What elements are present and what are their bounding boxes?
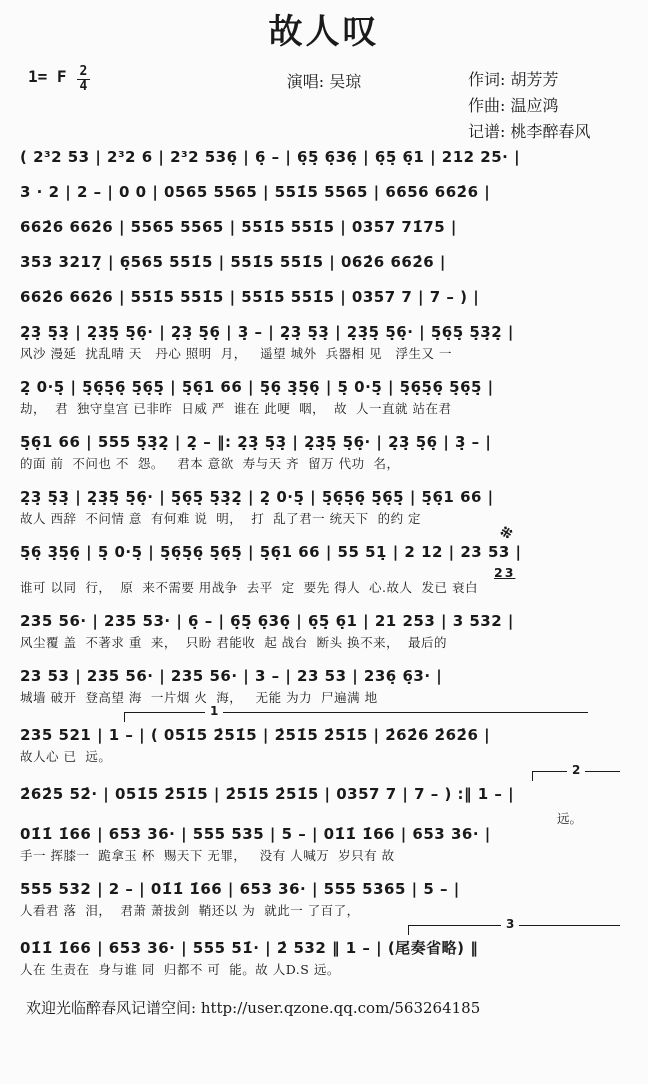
lyrics-line-7: 劫， 君 独守皇宫 已非昨 日威 严 谁在 此哽 咽， 故 人一直就 站在君 xyxy=(20,400,452,416)
system-line-11 xyxy=(20,609,628,652)
volta-number-2: 2 xyxy=(567,764,585,776)
lyrics-line-12: 城墙 破开 登高望 海 一片烟 火 海， 无能 为力 尸遍满 地 xyxy=(20,689,378,705)
lyrics-line-11: 风尘覆 盖 不著求 重 来， 只盼 君能收 起 战台 断头 换不来， 最后的 xyxy=(20,634,448,650)
notation-line-8: 5̣6̣1 66 | 555 5̣3̣2̣ | 2̣ – ‖: 2̣3̣ 5̣3̣ | 2̣3̣5̣ 5̣6̣· | 2̣3̣ 5̣6̣ | 3̣ – | xyxy=(20,432,492,451)
system-line-14 xyxy=(20,762,628,826)
system-line-7 xyxy=(20,375,628,418)
time-signature-numerator: 2 xyxy=(77,65,91,81)
system-line-10 xyxy=(20,524,628,597)
volta-bracket-2 xyxy=(532,762,620,781)
ossia-notes: 23 xyxy=(494,564,516,580)
lyrics-line-13: 故人心 已 远。 xyxy=(20,748,112,764)
notation-line-12: 23 53 | 235 56· | 235 56· | 3 – | 23 53 | 236̣ 6̣3· | xyxy=(20,666,443,685)
system-line-9 xyxy=(20,485,628,528)
lyrics-line-8: 的面 前 不问也 不 怨。 君本 意欲 寿与天 齐 留万 代功 名， xyxy=(20,455,400,471)
system-line-17 xyxy=(20,916,628,979)
volta-bracket-3 xyxy=(408,916,620,935)
notation-line-7: 2̣ 0·5̣ | 5̣6̣5̣6̣ 5̣6̣5̣ | 5̣6̣1 66 | 5̣6̣ 3̣5̣6̣ | 5̣ 0·5̣ | 5̣6̣5̣6̣ 5̣6̣5̣ | xyxy=(20,377,494,396)
notation-line-16: 555 532 | 2 – | 01̇1̇ 1̇66 | 653 36· | 555 5365 | 5 – | xyxy=(20,879,460,898)
system-line-1 xyxy=(20,145,628,169)
notation-line-14: 2̇62̇5 52̇· | 051̇5 2̇51̇5 | 2̇51̇5 2̇51̇5 | 0357 7 | 7 – ) :‖ 1 – | xyxy=(20,784,515,803)
volta-number-1: 1 xyxy=(205,705,223,717)
lyrics-line-10: 谁可 以同 行， 原 来不需要 用战争 去平 定 要先 得人 心.故人 发已 衰白 xyxy=(20,579,478,595)
notation-line-13: 235 521 | 1 – | ( 051̇5 2̇51̇5 | 2̇51̇5 2̇51̇5 | 2̇62̇6 2̇62̇6 | xyxy=(20,725,491,744)
lyrics-line-14: 远。 xyxy=(556,810,582,826)
key-signature: 1= F xyxy=(28,66,67,86)
notation-line-2: 3 · 2 | 2 – | 0 0 | 0565 5565 | 551̇5 5565 | 6656 662̇6 | xyxy=(20,182,491,201)
system-line-16 xyxy=(20,877,628,920)
credit-lyricist: 作词: 胡芳芳 xyxy=(468,69,559,89)
notation-line-9: 2̣3̣ 5̣3̣ | 2̣3̣5̣ 5̣6̣· | 5̣6̣5̣ 5̣3̣2̣ | 2̣ 0·5̣ | 5̣6̣5̣6̣ 5̣6̣5̣ | 5̣6̣1 66 | xyxy=(20,487,494,506)
lyrics-line-17: 人在 生责在 身与谁 同 归都不 可 能。故 人D.S 远。 xyxy=(20,961,340,977)
credits-block xyxy=(468,67,590,145)
lyrics-line-16: 人看君 落 泪， 君萧 萧拔剑 鞘还以 为 就此一 了百了， xyxy=(20,902,360,918)
notation-line-15: 01̇1̇ 1̇66 | 653 36· | 555 535 | 5 – | 01̇1̇ 1̇66 | 653 36· | xyxy=(20,824,491,843)
system-line-2 xyxy=(20,180,628,204)
volta-number-3: 3 xyxy=(501,918,519,930)
lyrics-line-6: 风沙 漫延 扰乱晴 天 丹心 照明 月， 遥望 城外 兵器相 见 浮生又 一 xyxy=(20,345,452,361)
system-line-4 xyxy=(20,250,628,274)
notation-line-1: ( 2³2 53 | 2³2 6 | 2³2 536̣ | 6̣ – | 6̣5̣ 6̣36̣ | 6̣5̣ 6̣1 | 212 25· | xyxy=(20,147,521,166)
page-title: 故人叹 xyxy=(268,12,380,52)
lyrics-line-9: 故人 西辞 不问情 意 有何难 说 明， 打 乱了君一 统天下 的约 定 xyxy=(20,510,422,526)
system-line-15 xyxy=(20,822,628,865)
notation-line-5: 662̇6 662̇6 | 551̇5 551̇5 | 551̇5 551̇5 | 0357 7 | 7 – ) | xyxy=(20,287,480,306)
time-signature-denominator: 4 xyxy=(79,79,88,95)
footer-text: 欢迎光临醉春风记谱空间: http://user.qzone.qq.com/563264185 xyxy=(26,998,481,1017)
system-line-5 xyxy=(20,285,628,309)
notation-line-17: 01̇1̇ 1̇66 | 653 36· | 555 51̇· | 2̇ 532 ‖ 1 – | (尾奏省略) ‖ xyxy=(20,938,479,957)
system-line-13 xyxy=(20,703,628,766)
system-line-6 xyxy=(20,320,628,363)
system-line-3 xyxy=(20,215,628,239)
notation-line-11: 235 56· | 235 53· | 6̣ – | 6̣5̣ 6̣36̣ | 6̣5̣ 6̣1 | 21 253 | 3 532 | xyxy=(20,611,514,630)
credit-composer: 作曲: 温应鸿 xyxy=(468,95,559,115)
notation-line-4: 353 3217̣ | 6̣565 551̇5 | 551̇5 551̇5 | 062̇6 662̇6 | xyxy=(20,252,446,271)
header-meta xyxy=(0,53,648,145)
lyrics-line-15: 手一 挥膝一 跪拿玉 杯 赐天下 无罪， 没有 人喊万 岁只有 故 xyxy=(20,847,395,863)
notation-line-10: 5̣6̣ 3̣5̣6̣ | 5̣ 0·5̣ | 5̣6̣5̣6̣ 5̣6̣5̣ | 5̣6̣1 66 | 55 51̣ | 2 12 | 23 53 | xyxy=(20,542,522,561)
volta-bracket-1 xyxy=(124,703,588,722)
performer-credit: 演唱: 吴琼 xyxy=(286,71,362,91)
score-body xyxy=(0,145,648,979)
segno-icon: ※ xyxy=(498,524,516,544)
notation-line-3: 662̇6 662̇6 | 5565 5565 | 551̇5 551̇5 | 0357 71̇75 | xyxy=(20,217,457,236)
credit-transcriber: 记谱: 桃李醉春风 xyxy=(468,121,591,141)
system-line-8 xyxy=(20,430,628,473)
system-line-12 xyxy=(20,664,628,707)
notation-line-6: 2̣3̣ 5̣3̣ | 2̣3̣5̣ 5̣6̣· | 2̣3̣ 5̣6̣ | 3̣ – | 2̣3̣ 5̣3̣ | 2̣3̣5̣ 5̣6̣· | 5̣6̣5̣ 5̣3̣2̣ | xyxy=(20,322,514,341)
